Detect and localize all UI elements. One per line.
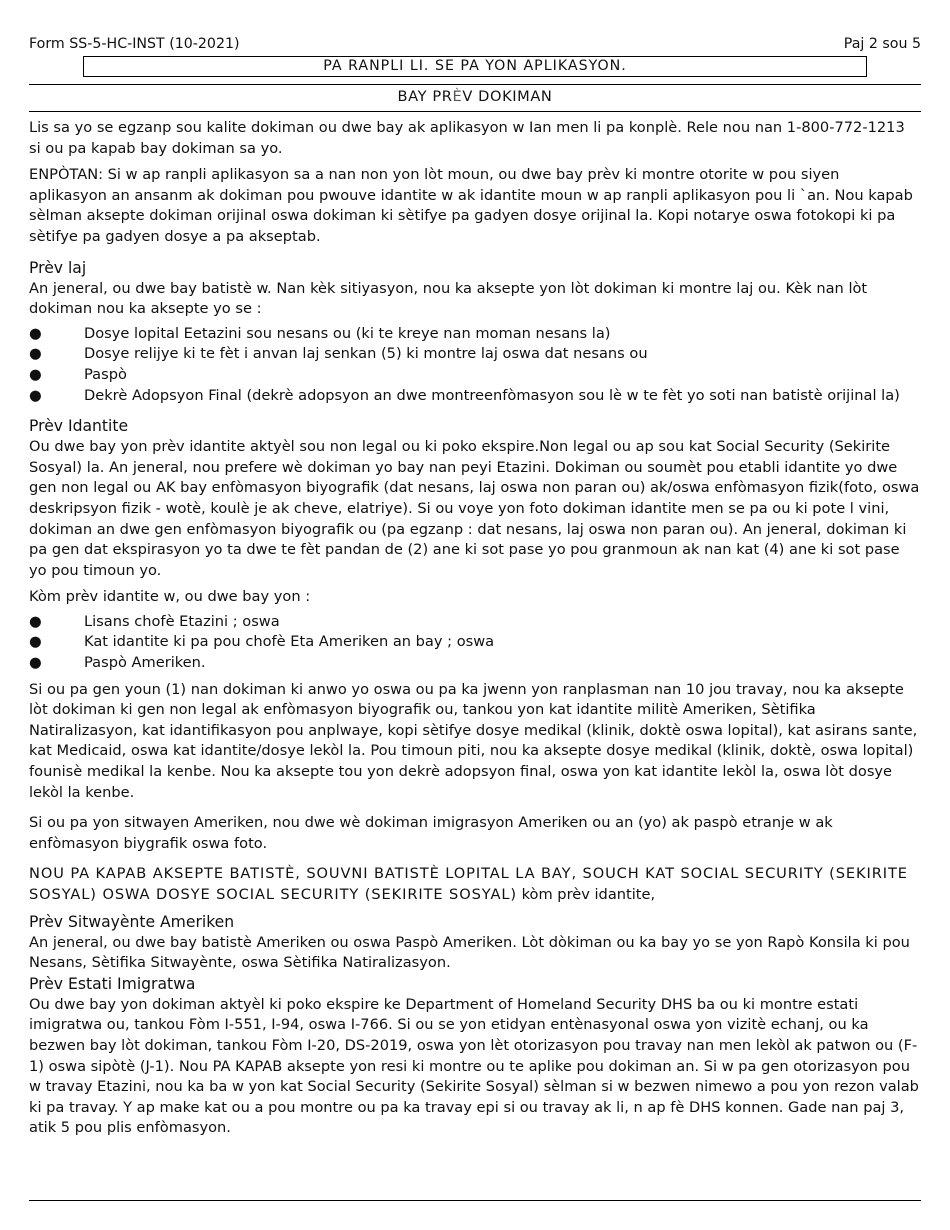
list-item: ● Dosye relijye ki te fèt i anvan laj senkan (5) ki montre laj oswa dat nesans ou (29, 344, 921, 365)
not-accepted-caps: NOU PA KAPAB AKSEPTE BATISTÈ, SOUVNI BATISTÈ LOPITAL LA BAY, SOUCH KAT SOCIAL SECURITY (SEKIRITE SOSYAL) OSWA DOSYE SOCIAL SECURITY (SEKIRITE SOSYAL) (29, 865, 908, 903)
section-title (29, 85, 921, 111)
list-item: ● Lisans chofè Etazini ; oswa (29, 612, 921, 633)
citizenship-text: An jeneral, ou dwe bay batistè Ameriken ou oswa Paspò Ameriken. Lòt dòkiman ou ka bay yo se yon Rapò Konsila ki pou Nesans, Sètifika Sitwayènte, oswa Sètifika Natiralizasyon. (29, 933, 910, 972)
age-heading: Prèv laj (29, 258, 87, 277)
non-citizen-note: Si ou pa yon sitwayen Ameriken, nou dwe wè dokiman imigrasyon Ameriken ou an (yo) ak paspò etranje w ak enfòmasyon biygrafik oswa foto. (29, 814, 833, 852)
important-notice: ENPÒTAN: Si w ap ranpli aplikasyon sa a nan non yon lòt moun, ou dwe bay prèv ki montre otorite w pou siyen aplikasyon an ansanm ak dokiman pou pwouve idantite w ak idantite moun w ap ranpli aplikasyon pou li `an. Nou kapab sèlman aksepte dokiman orijinal oswa dokiman ki sètifye pa gadyen dosye orijinal la. Kopi notarye oswa fotokopi ki pa sètifye pa gadyen dosye a pa akseptab. (29, 166, 913, 245)
divider-title (29, 111, 921, 112)
section-title-end: V DOKIMAN (462, 88, 553, 105)
age-text: An jeneral, ou dwe bay batistè w. Nan kèk sitiyasyon, nou ka aksepte yon lòt dokiman ki montre laj ou. Kèk nan lòt dokiman nou ka aksepte yo se : (29, 279, 868, 318)
document-page (29, 34, 921, 1139)
not-accepted-notice (29, 864, 921, 905)
bullet-icon: ● (29, 612, 42, 630)
page-number: Paj 2 sou 5 (843, 36, 921, 52)
immigration-text: Ou dwe bay yon dokiman aktyèl ki poko ekspire ke Department of Homeland Security DHS ba ou ki montre estati imigratwa ou, tankou Fòm I-551, I-94, oswa I-766. Si ou se yon etidyan entènasyonal oswa yon vizitè echanj, ou ka bezwen bay lòt dokiman, tankou Fòm I-20, DS-2019, oswa yon lèt otorizasyon pou travay nan men lekòl ak patwon ou (F-1) oswa sipòtè (J-1). Nou PA KAPAB aksepte yon resi ki montre ou te aplike pou dokiman an. Si w pa gen otorizasyon pou w travay Etazini, nou ka ba w yon kat Social Security (Sekirite Sosyal) sèlman si w bezwen nimewo a pou yon rezon valab ki pa travay. Y ap make kat ou a pou montre ou pa ka travay epi si ou travay ak li, n ap fè DHS konnen. Gade nan paj 3, atik 5 pou plis enfòmasyon. (29, 995, 919, 1137)
identity-document-list (29, 612, 921, 674)
citizenship-heading: Prèv Sitwayènte Ameriken (29, 912, 235, 931)
not-an-application-banner: PA RANPLI LI. SE PA YON APLIKASYON. (83, 56, 867, 77)
immigration-heading: Prèv Estati Imigratwa (29, 974, 196, 993)
section-title-start: BAY PR (397, 88, 453, 105)
identity-heading: Prèv Idantite (29, 417, 129, 436)
bullet-icon: ● (29, 633, 42, 651)
not-accepted-tail: kòm prèv idantite, (516, 886, 656, 903)
section-title-accent: È (452, 88, 463, 105)
list-item: ● Paspò (29, 365, 921, 386)
list-item: ● Dosye lopital Eetazini sou nesans ou (ki te kreye nan moman nesans la) (29, 324, 921, 345)
divider-bottom (29, 1200, 921, 1201)
identity-alternatives: Si ou pa gen youn (1) nan dokiman ki anwo yo oswa ou pa ka jwenn yon ranplasman nan 10 jou travay, nou ka aksepte lòt dokiman ki gen non legal ak enfòmasyon biyografik ou, tankou yon kat idantite militè Ameriken, Sètifika Natiralizasyon, kat idantifikasyon pou anplwaye, kopi sètifye dosye medikal (klinik, doktè oswa lopital), kat asirans sante, kat Medicaid, oswa kat idantite/dosye lekòl la. Pou timoun piti, nou ka aksepte dosye medikal (klinik, doktè, oswa lopital) founisè medikal la kenbe. Nou ka aksepte tou yon dekrè adopsyon final, oswa yon kat idantite lekòl la, oswa lòt dosye lekòl la kenbe. (29, 680, 918, 801)
list-item: ● Kat idantite ki pa pou chofè Eta Ameriken an bay ; oswa (29, 632, 921, 653)
list-item: ● Paspò Ameriken. (29, 653, 921, 674)
identity-lead: Kòm prèv idantite w, ou dwe bay yon : (29, 588, 311, 606)
bullet-icon: ● (29, 365, 42, 383)
age-document-list (29, 324, 921, 406)
bullet-icon: ● (29, 324, 42, 342)
bullet-icon: ● (29, 345, 42, 363)
page-header (29, 34, 921, 54)
list-item: ● Dekrè Adopsyon Final (dekrè adopsyon an dwe montreenfòmasyon sou lè w te fèt yo soti nan batistè orijinal la) (29, 386, 921, 407)
intro-paragraph: Lis sa yo se egzanp sou kalite dokiman ou dwe bay ak aplikasyon w Ian men li pa konplè. Rele nou nan 1-800-772-1213 si ou pa kapab bay dokiman sa yo. (29, 119, 905, 157)
bullet-icon: ● (29, 654, 42, 672)
bullet-icon: ● (29, 386, 42, 404)
form-id: Form SS-5-HC-INST (10-2021) (29, 36, 240, 52)
identity-text: Ou dwe bay yon prèv idantite aktyèl sou non legal ou ki poko ekspire.Non legal ou ap sou kat Social Security (Sekirite Sosyal) la. An jeneral, nou prefere wè dokiman yo bay nan peyi Etazini. Dokiman ou soumèt pou etabli idantite yo dwe gen non legal ou AK bay enfòmasyon biyografik (dat nesans, laj oswa non paran ou) ak/oswa enfòmasyon fizik(foto, oswa deskripsyon fizik - wotè, koulè je ak cheve, elatriye). Si ou voye yon foto dokiman idantite men se pa ou ki pote l vini, dokiman an dwe gen enfòmasyon biyografik ou (pa egzanp : dat nesans, laj oswa non paran ou). An jeneral, dokiman ki pa gen dat ekspirasyon yo ta dwe te fèt pandan de (2) ane ki sot pase yo pou granmoun ak nan kat (4) ane ki sot pase yo pou timoun yo. (29, 438, 920, 579)
